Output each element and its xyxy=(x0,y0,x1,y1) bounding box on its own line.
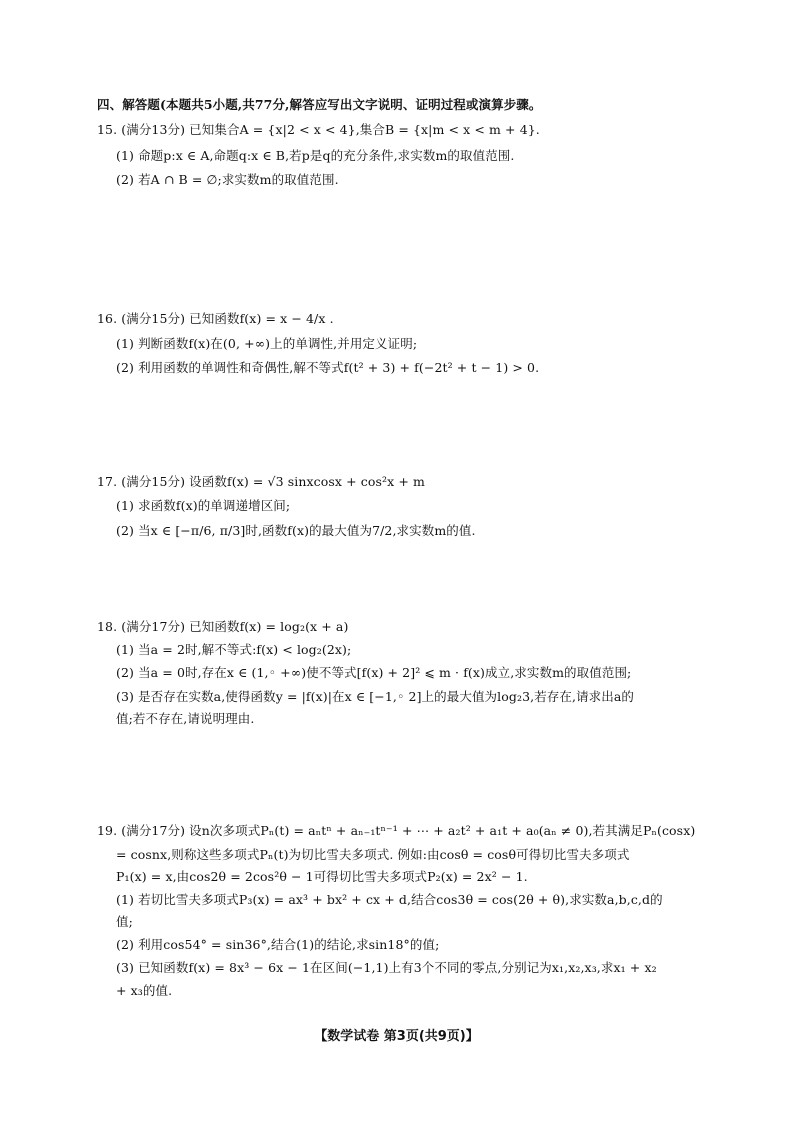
q17-part2: (2) 当x ∈ [−π/6, π/3]时,函数f(x)的最大值为7/2,求实数m的值. xyxy=(116,523,476,538)
q18-stem: 18. (满分17分) 已知函数f(x) = log₂(x + a) xyxy=(97,619,349,634)
q19-line2: = cosnx,则称这些多项式Pₙ(t)为切比雪夫多项式. 例如:由cosθ = cosθ可得切比雪夫多项式 xyxy=(116,847,630,862)
q18-part1: (1) 当a = 2时,解不等式:f(x) < log₂(2x); xyxy=(116,642,352,657)
q16-part1: (1) 判断函数f(x)在(0, +∞)上的单调性,并用定义证明; xyxy=(116,336,418,351)
q18-part2: (2) 当a = 0时,存在x ∈ (1,◦ +∞)使不等式[f(x) + 2]² ⩽ m · f(x)成立,求实数m的取值范围; xyxy=(116,665,632,680)
q17-part1: (1) 求函数f(x)的单调递增区间; xyxy=(116,498,291,513)
q16-part2: (2) 利用函数的单调性和奇偶性,解不等式f(t² + 3) + f(−2t² + t − 1) > 0. xyxy=(116,360,540,375)
q16-stem: 16. (满分15分) 已知函数f(x) = x − 4/x . xyxy=(97,311,334,326)
q19-line1: 19. (满分17分) 设n次多项式Pₙ(t) = aₙtⁿ + aₙ₋₁tⁿ⁻¹ + ⋯ + a₂t² + a₁t + a₀(aₙ ≠ 0),若其满足Pₙ(cosx) xyxy=(97,823,696,838)
q19-part1-cont: 值; xyxy=(116,914,133,929)
q19-part1: (1) 若切比雪夫多项式P₃(x) = ax³ + bx² + cx + d,结合cos3θ = cos(2θ + θ),求实数a,b,c,d的 xyxy=(116,892,663,907)
q19-part2: (2) 利用cos54° = sin36°,结合(1)的结论,求sin18°的值; xyxy=(116,937,440,952)
q19-line3: P₁(x) = x,由cos2θ = 2cos²θ − 1可得切比雪夫多项式P₂(x) = 2x² − 1. xyxy=(116,869,528,884)
q18-part3-cont: 值;若不存在,请说明理由. xyxy=(116,711,255,726)
q15-part1: (1) 命题p:x ∈ A,命题q:x ∈ B,若p是q的充分条件,求实数m的取值范围. xyxy=(116,148,515,163)
q19-part3-cont: + x₃的值. xyxy=(116,983,173,998)
q15-part2: (2) 若A ∩ B = ∅;求实数m的取值范围. xyxy=(116,172,339,187)
page-footer: 【数学试卷 第3页(共9页)】 xyxy=(314,1029,479,1044)
q17-stem: 17. (满分15分) 设函数f(x) = √3 sinxcosx + cos²x + m xyxy=(97,474,425,489)
section-heading: 四、解答题(本题共5小题,共77分,解答应写出文字说明、证明过程或演算步骤。 xyxy=(97,97,542,112)
q15-stem: 15. (满分13分) 已知集合A = {x|2 < x < 4},集合B = {x|m < x < m + 4}. xyxy=(97,122,540,137)
q19-part3: (3) 已知函数f(x) = 8x³ − 6x − 1在区间(−1,1)上有3个不同的零点,分别记为x₁,x₂,x₃,求x₁ + x₂ xyxy=(116,960,657,975)
q18-part3: (3) 是否存在实数a,使得函数y = |f(x)|在x ∈ [−1,◦ 2]上的最大值为log₂3,若存在,请求出a的 xyxy=(116,689,635,704)
